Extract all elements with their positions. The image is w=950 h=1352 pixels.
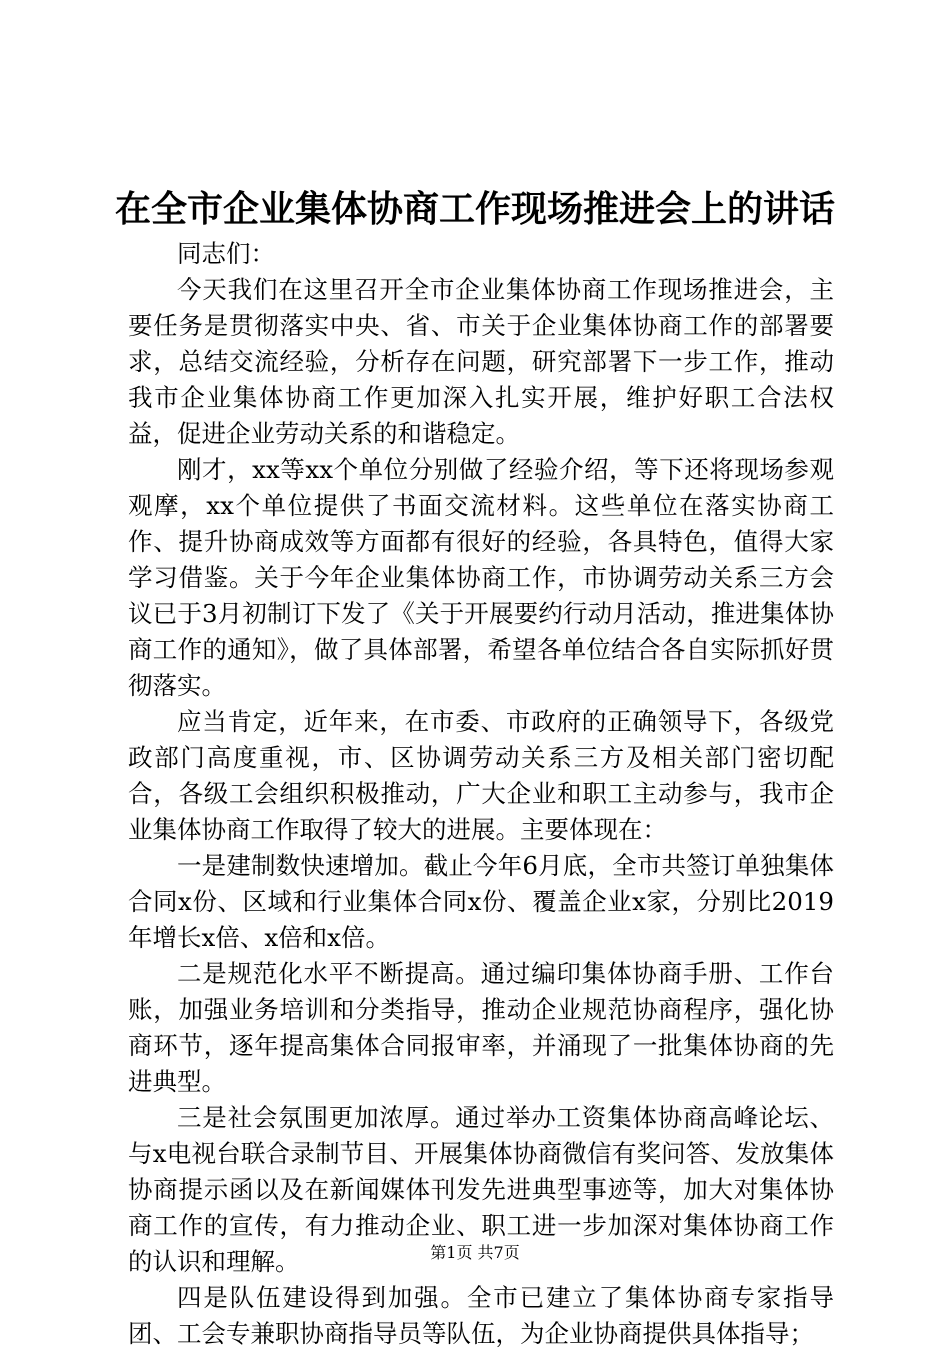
document-title: 在全市企业集体协商工作现场推进会上的讲话 bbox=[114, 188, 835, 230]
paragraph-point-three: 三是社会氛围更加浓厚。通过举办工资集体协商高峰论坛、与x电视台联合录制节目、开展集体协商微信有奖问答、发放集体协商提示函以及在新闻媒体刊发先进典型事迹等，加大对集体协商工作的宣传，有力推动企业、职工进一步加深对集体协商工作的认识和理解。 bbox=[128, 1103, 834, 1276]
document-body bbox=[128, 236, 834, 1352]
salutation: 同志们： bbox=[177, 239, 275, 268]
paragraph-point-one: 一是建制数快速增加。截止今年6月底，全市共签订单独集体合同x份、区域和行业集体合同x份、覆盖企业x家，分别比2019年增长x倍、x倍和x倍。 bbox=[128, 851, 834, 952]
paragraph-point-two: 二是规范化水平不断提高。通过编印集体协商手册、工作台账，加强业务培训和分类指导，推动企业规范协商程序，强化协商环节，逐年提高集体合同报审率，并涌现了一批集体协商的先进典型。 bbox=[128, 959, 834, 1096]
paragraph-experience: 刚才，xx等xx个单位分别做了经验介绍，等下还将现场参观观摩，xx个单位提供了书面交流材料。这些单位在落实协商工作、提升协商成效等方面都有很好的经验，各具特色，值得大家学习借鉴。关于今年企业集体协商工作，市协调劳动关系三方会议已于3月初制订下发了《关于开展要约行动月活动，推进集体协商工作的通知》，做了具体部署，希望各单位结合各自实际抓好贯彻落实。 bbox=[128, 455, 834, 700]
paragraph-intro: 今天我们在这里召开全市企业集体协商工作现场推进会，主要任务是贯彻落实中央、省、市关于企业集体协商工作的部署要求，总结交流经验，分析存在问题，研究部署下一步工作，推动我市企业集体协商工作更加深入扎实开展，维护好职工合法权益，促进企业劳动关系的和谐稳定。 bbox=[128, 275, 834, 448]
paragraph-progress: 应当肯定，近年来，在市委、市政府的正确领导下，各级党政部门高度重视，市、区协调劳动关系三方及相关部门密切配合，各级工会组织积极推动，广大企业和职工主动参与，我市企业集体协商工作取得了较大的进展。主要体现在： bbox=[128, 707, 834, 844]
paragraph-point-four: 四是队伍建设得到加强。全市已建立了集体协商专家指导团、工会专兼职协商指导员等队伍，为企业协商提供具体指导； bbox=[128, 1283, 834, 1348]
page-number-footer: 第1页 共7页 bbox=[430, 1243, 520, 1262]
